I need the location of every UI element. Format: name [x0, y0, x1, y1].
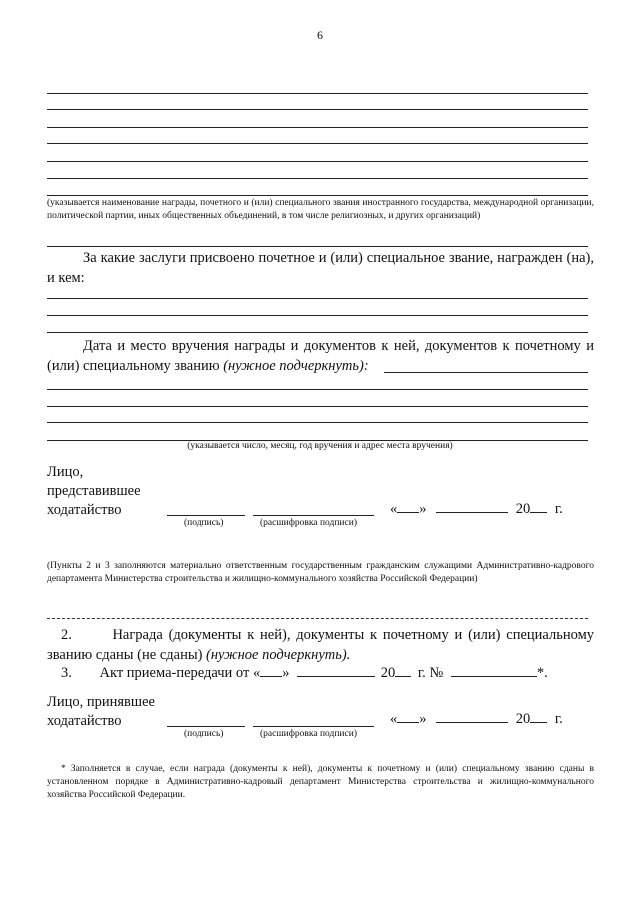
- receiver-label-line1: Лицо, принявшее: [47, 694, 155, 710]
- act-day-field[interactable]: [260, 664, 282, 677]
- fill-note: (Пункты 2 и 3 заполняются материально ответственным государственным гражданским служащими Административно-кадрового департамента Министерства строительства и жилищно-коммунального хозяйства Российской Федерации): [47, 561, 594, 584]
- item-3-number: 3.: [61, 665, 72, 681]
- item-2-text: Награда (документы к ней), документы к почетному и (или) специальному званию сданы (не сданы): [47, 627, 595, 663]
- day-field[interactable]: [397, 500, 419, 513]
- fill-line[interactable]: [47, 143, 588, 144]
- year-suffix: г.: [554, 501, 563, 517]
- fill-line[interactable]: [47, 161, 588, 162]
- divider: [47, 246, 588, 247]
- year-field[interactable]: [530, 500, 547, 513]
- receiver-date: [390, 709, 563, 729]
- month-field[interactable]: [436, 710, 508, 723]
- act-month-field[interactable]: [297, 664, 375, 677]
- fill-line[interactable]: [47, 93, 588, 94]
- receiver-label-line2: ходатайство: [47, 713, 122, 729]
- item-3-text: Акт приема-передачи от «: [99, 665, 261, 681]
- act-year-field[interactable]: [395, 664, 411, 677]
- receiver-decode-field[interactable]: [253, 726, 374, 727]
- footnote: * Заполняется в случае, если награда (документы к ней), документы к почетному и (или) специальному званию сданы в установленном порядке в Административно-кадровый департамент Министерства строительства и жилищно-коммунального хозяйства Российской Федерации.: [47, 764, 594, 800]
- year-suffix: г.: [554, 711, 563, 727]
- fill-line[interactable]: [47, 298, 588, 299]
- item-3: [61, 663, 548, 683]
- delivery-question-text: Дата и место вручения награды и документов к ней, документов к почетному и (или) специальному званию: [47, 338, 594, 374]
- date-open-quote: «: [390, 501, 398, 517]
- fill-line[interactable]: [47, 178, 588, 179]
- submitter-label: [47, 463, 141, 520]
- year-prefix: 20: [515, 501, 531, 517]
- month-field[interactable]: [436, 500, 508, 513]
- submitter-sign-caption: (подпись): [184, 518, 224, 528]
- delivery-question-hint: (нужное подчеркнуть):: [223, 358, 369, 374]
- year-field[interactable]: [530, 710, 547, 723]
- award-note: (указывается наименование награды, почетного и (или) специального звания иностранного государства, международной организации, политической партии, иных общественных объединений, в том числе религиозных, и других организаций): [47, 198, 594, 221]
- item-2: [47, 625, 594, 665]
- receiver-sign-caption: (подпись): [184, 729, 224, 739]
- year-prefix: 20: [515, 711, 531, 727]
- receiver-decode-caption: (расшифровка подписи): [260, 729, 357, 739]
- page-number: 6: [317, 28, 323, 42]
- submitter-label-line3: ходатайство: [47, 502, 122, 518]
- fill-line[interactable]: [47, 127, 588, 128]
- delivery-question: [47, 336, 594, 376]
- date-close-quote: »: [419, 501, 427, 517]
- date-open-quote: «: [390, 711, 398, 727]
- item-3-close: »: [282, 665, 290, 681]
- submitter-signature-field[interactable]: [167, 515, 245, 516]
- fill-line[interactable]: [47, 422, 588, 423]
- cut-line: [47, 618, 588, 619]
- fill-line[interactable]: [47, 109, 588, 110]
- delivery-fill-line[interactable]: [384, 372, 588, 373]
- submitter-date: [390, 499, 563, 519]
- receiver-signature-field[interactable]: [167, 726, 245, 727]
- fill-line[interactable]: [47, 332, 588, 333]
- item-3-star: *.: [536, 665, 548, 681]
- item-3-g: г. №: [417, 665, 444, 681]
- submitter-decode-caption: (расшифровка подписи): [260, 518, 357, 528]
- day-field[interactable]: [397, 710, 419, 723]
- delivery-note: (указывается число, месяц, год вручения и адрес места вручения): [187, 441, 453, 451]
- date-close-quote: »: [419, 711, 427, 727]
- fill-line[interactable]: [47, 195, 588, 196]
- merit-question: За какие заслуги присвоено почетное и (или) специальное звание, награжден (на), и кем:: [47, 250, 594, 286]
- submitter-decode-field[interactable]: [253, 515, 374, 516]
- fill-line[interactable]: [47, 389, 588, 390]
- submitter-label-line1: Лицо,: [47, 464, 84, 480]
- item-2-hint: (нужное подчеркнуть).: [206, 647, 351, 663]
- fill-line[interactable]: [47, 406, 588, 407]
- receiver-label: [47, 693, 155, 731]
- item-3-year: 20: [380, 665, 396, 681]
- item-2-number: 2.: [61, 627, 72, 643]
- act-number-field[interactable]: [451, 664, 537, 677]
- submitter-label-line2: представившее: [47, 483, 141, 499]
- fill-line[interactable]: [47, 315, 588, 316]
